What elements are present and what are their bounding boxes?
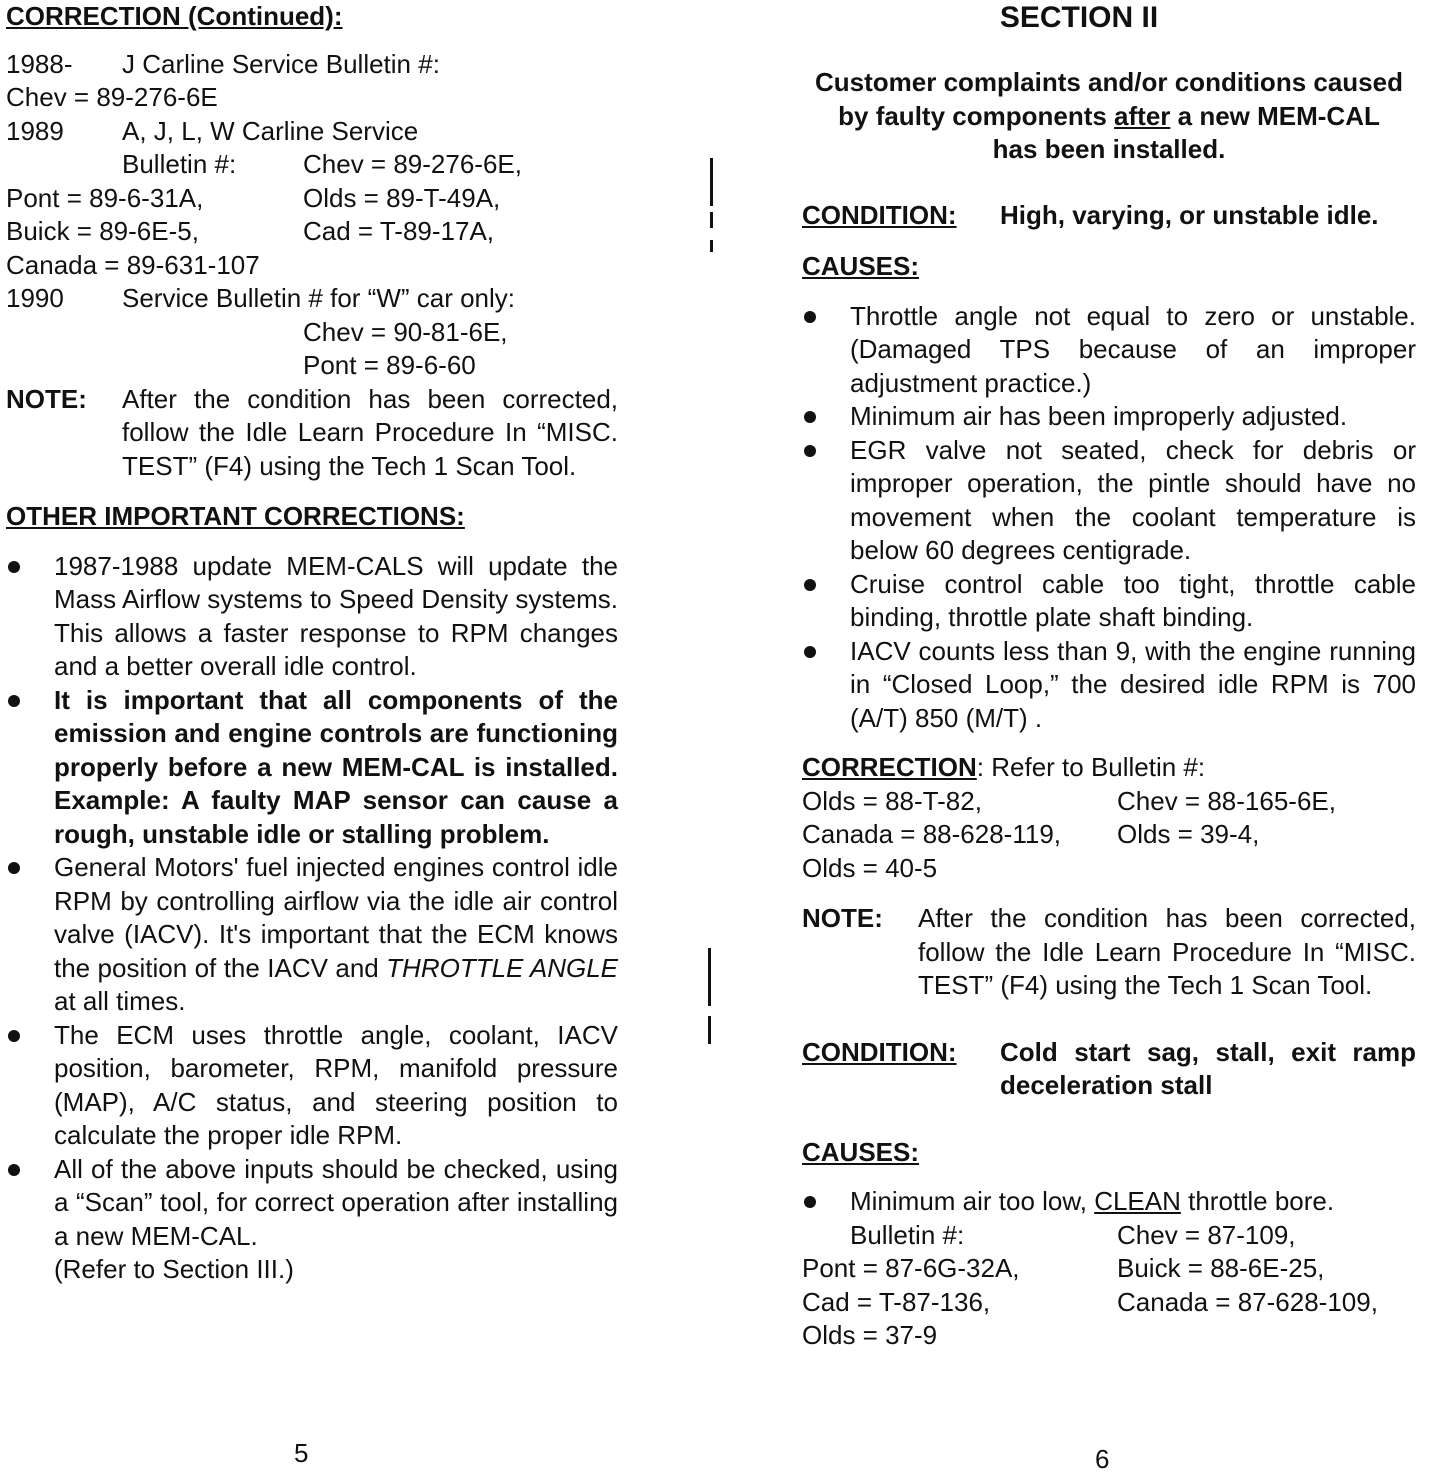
bulletin-cell: 1988- (6, 48, 73, 79)
condition-label (802, 199, 1000, 233)
bulletin-list (6, 48, 618, 383)
bulletin-cell: Chev = 89-276-6E (6, 82, 218, 112)
margin-mark (710, 158, 713, 206)
correction-bulletins (802, 785, 1416, 886)
list-item: Throttle angle not equal to zero or unstable. (Damaged TPS because of an improper adjustment practice.) (802, 300, 1416, 401)
bulletin-cell: Bulletin #: (122, 149, 237, 179)
condition-1 (802, 199, 1416, 233)
bulletin-row (802, 1319, 1416, 1353)
margin-mark (710, 240, 713, 252)
cause-text: Minimum air too low, (850, 1186, 1095, 1216)
left-page (6, 0, 618, 1287)
intro-text (802, 66, 1416, 167)
cause-emphasis: CLEAN (1094, 1186, 1181, 1216)
list-item: The ECM uses throttle angle, coolant, IACV position, barometer, RPM, manifold pressure (MAP), A/C status, and steering position to calculate the proper idle RPM. (6, 1019, 618, 1153)
bulletin-row (6, 215, 618, 249)
bulletin-row (802, 852, 1416, 886)
bulletin-cell: A, J, L, W Carline Service (122, 115, 419, 146)
bulletin-cell: 1990 (6, 283, 64, 313)
bulletin-cell: Cad = T-89-17A, (303, 216, 495, 246)
bulletin-row (802, 785, 1416, 819)
list-item: All of the above inputs should be checked, using a “Scan” tool, for correct operation after installing a new MEM-CAL. (6, 1153, 618, 1254)
page-number-left: 5 (294, 1438, 309, 1468)
bulletin-row (802, 1252, 1416, 1286)
bulletin-cell: J Carline Service Bulletin #: (122, 48, 440, 79)
bulletin-cell: Canada = 88-628-119, (802, 819, 1061, 849)
list-item-text: General Motors' fuel injected engines control idle RPM by controlling airflow via the idle air control valve (IACV). It's important that the ECM knows the position of the IACV and THROTTLE ANGLE at all times. (54, 852, 618, 1016)
condition-2 (802, 1036, 1416, 1103)
note-block (6, 383, 618, 484)
bulletin-cell: Olds = 89-T-49A, (303, 182, 501, 213)
bulletin-row (802, 1286, 1416, 1320)
condition-label-text: CONDITION: (802, 1036, 957, 1067)
list-item (6, 851, 618, 1019)
causes-label: CAUSES: (802, 251, 920, 281)
bulletin-cell: Chev = 89-276-6E, (303, 149, 522, 179)
cause-text: throttle bore. (1180, 1186, 1335, 1216)
bulletin-cell: Service Bulletin # for “W” car only: (122, 283, 516, 313)
bulletin-row (802, 1219, 1416, 1253)
intro-part: by faulty components (838, 100, 1115, 131)
note-label: NOTE: (6, 383, 87, 414)
bulletin-cell: Olds = 37-9 (802, 1320, 938, 1350)
list-item: It is important that all components of the emission and engine controls are functioning properly before a new MEM-CAL is installed. Example: A faulty MAP sensor can cause a rough, unstable idle or stalling problem. (6, 684, 618, 852)
list-item (802, 1185, 1416, 1219)
intro-line-2 (802, 100, 1416, 134)
bulletin-cell: Chev = 87-109, (1117, 1219, 1296, 1250)
note-block (802, 902, 1416, 1003)
bulletin-row (802, 818, 1416, 852)
causes-list (802, 300, 1416, 736)
section-title: SECTION II (999, 1, 1159, 34)
bulletin-row (6, 115, 618, 149)
condition-text: Cold start sag, stall, exit ramp deceleration stall (1000, 1036, 1416, 1100)
bulletin-row (6, 282, 618, 316)
bulletin-cell: Chev = 88-165-6E, (1117, 785, 1336, 816)
correction-continued-heading: CORRECTION (Continued): (6, 1, 343, 31)
bulletin-cell: Olds = 88-T-82, (802, 785, 982, 816)
section-reference: (Refer to Section III.) (54, 1254, 294, 1284)
correction-text: : Refer to Bulletin #: (976, 752, 1206, 782)
condition-label-text: CONDITION: (802, 199, 957, 230)
bulletin-row (6, 349, 618, 383)
list-item: Minimum air has been improperly adjusted. (802, 400, 1416, 434)
list-item: Cruise control cable too tight, throttle cable binding, throttle plate shaft binding. (802, 568, 1416, 635)
other-corrections-list (6, 550, 618, 1254)
note-label: NOTE: (802, 903, 883, 933)
margin-mark (708, 1016, 711, 1044)
bulletin-cell: Cad = T-87-136, (802, 1286, 991, 1317)
correction-label: CORRECTION (802, 752, 977, 782)
bulletin-cell: Pont = 89-6-31A, (6, 182, 204, 213)
intro-line-3: has been installed. (992, 134, 1226, 164)
bulletin-row (6, 316, 618, 350)
list-item: 1987-1988 update MEM-CALS will update the Mass Airflow systems to Speed Density systems. This allows a faster response to RPM changes and a better overall idle control. (6, 550, 618, 684)
other-corrections-heading: OTHER IMPORTANT CORRECTIONS: (6, 501, 465, 531)
correction-line (802, 751, 1416, 785)
intro-line-1: Customer complaints and/or conditions caused (815, 67, 1403, 97)
bulletin-cell: Bulletin #: (850, 1219, 965, 1250)
list-item: IACV counts less than 9, with the engine running in “Closed Loop,” the desired idle RPM is 700 (A/T) 850 (M/T) . (802, 635, 1416, 736)
bulletin-cell: 1989 (6, 115, 64, 146)
bulletin-cell: Pont = 89-6-60 (303, 350, 476, 380)
bulletin-cell: Pont = 87-6G-32A, (802, 1253, 1020, 1283)
bulletin-cell: Olds = 39-4, (1117, 819, 1260, 849)
bulletin-cell: Olds = 40-5 (802, 852, 938, 883)
bulletin-row (6, 81, 618, 115)
bulletin-row (6, 48, 618, 82)
cause-bulletins (802, 1219, 1416, 1353)
bulletin-cell: Buick = 89-6E-5, (6, 216, 199, 246)
bulletin-row (6, 249, 618, 283)
page-number-right: 6 (1095, 1444, 1110, 1474)
intro-emphasis: after (1114, 100, 1171, 131)
list-item: EGR valve not seated, check for debris or improper operation, the pintle should have no movement when the coolant temperature is below 60 degrees centigrade. (802, 434, 1416, 568)
intro-part: a new MEM-CAL (1170, 100, 1380, 131)
margin-mark (708, 948, 711, 1006)
bulletin-cell: Canada = 87-628-109, (1117, 1286, 1378, 1317)
note-text: After the condition has been corrected, follow the Idle Learn Procedure In “MISC. TEST” (F4) using the Tech 1 Scan Tool. (122, 383, 618, 481)
causes-list (802, 1185, 1416, 1219)
note-text: After the condition has been corrected, follow the Idle Learn Procedure In “MISC. TEST” (F4) using the Tech 1 Scan Tool. (918, 903, 1416, 1000)
right-page (802, 0, 1416, 1353)
condition-label (802, 1036, 1000, 1103)
causes-label: CAUSES: (802, 1136, 920, 1167)
bulletin-row (6, 148, 618, 182)
bulletin-row (6, 182, 618, 216)
margin-mark (710, 212, 713, 228)
bulletin-cell: Chev = 90-81-6E, (303, 316, 508, 347)
bulletin-cell: Canada = 89-631-107 (6, 249, 260, 280)
condition-text: High, varying, or unstable idle. (1000, 199, 1379, 230)
bulletin-cell: Buick = 88-6E-25, (1117, 1253, 1325, 1283)
